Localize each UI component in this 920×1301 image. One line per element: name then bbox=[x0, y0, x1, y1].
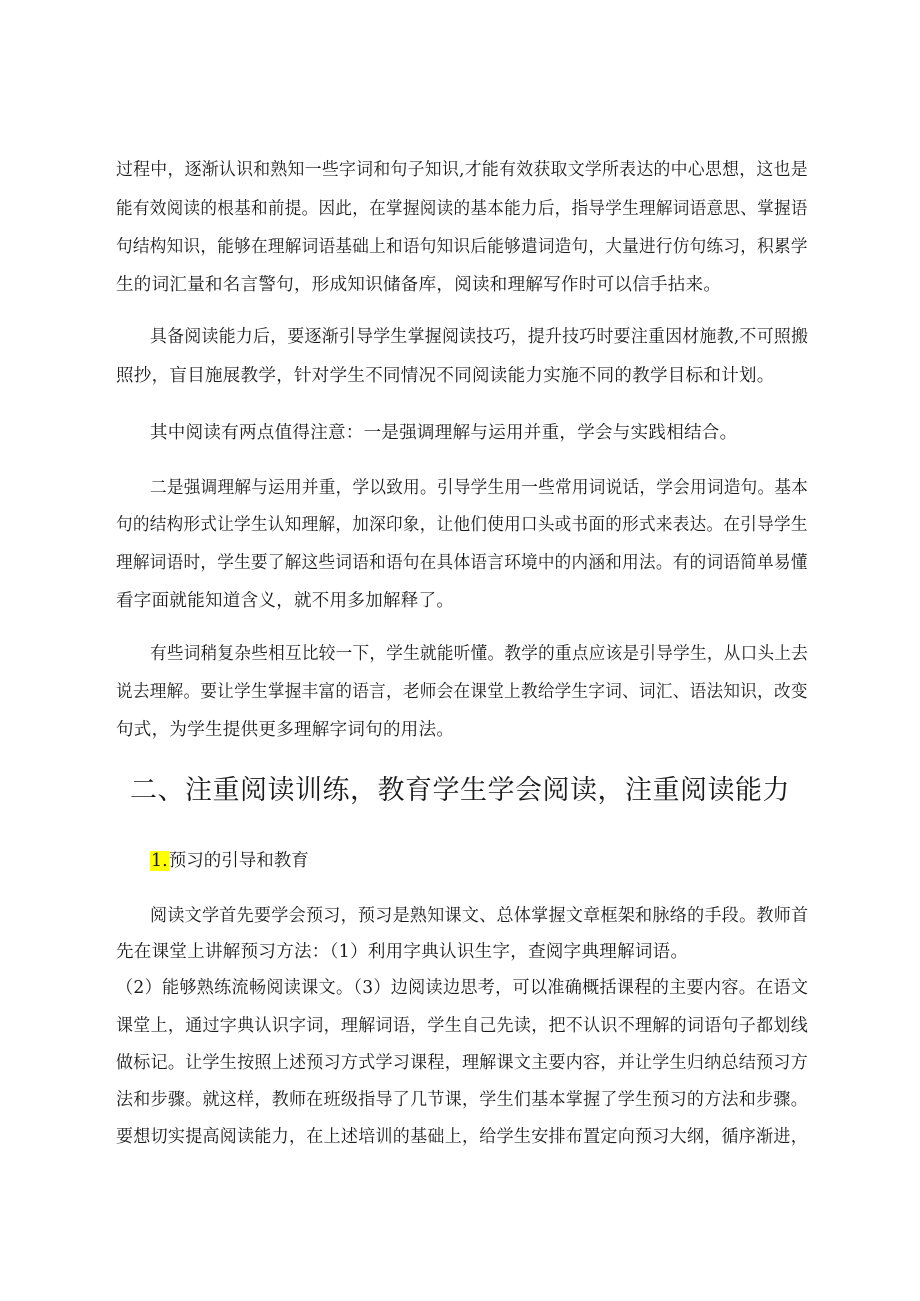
paragraph-1-line-4: 生的词汇量和名言警句，形成知识储备库，阅读和理解写作时可以信手拈来。 bbox=[116, 275, 722, 295]
paragraph-4-line-4: 看字面就能知道含义，就不用多加解释了。 bbox=[116, 591, 455, 611]
paragraph-6-line-4: 课堂上，通过字典认识字词，理解词语，学生自己先读，把不认识不理解的词语句子都划线 bbox=[116, 1016, 808, 1036]
paragraph-1-line-1: 过程中，逐渐认识和熟知一些字词和句子知识,才能有效获取文学所表达的中心思想，这也是 bbox=[116, 160, 808, 180]
paragraph-6-line-3: （2）能够熟练流畅阅读课文。（3）边阅读边思考，可以准确概括课程的主要内容。在语文 bbox=[116, 978, 809, 998]
paragraph-6-line-6: 法和步骤。就这样，教师在班级指导了几节课，学生们基本掌握了学生预习的方法和步骤。 bbox=[116, 1090, 808, 1110]
paragraph-1-line-2: 能有效阅读的根基和前提。因此，在掌握阅读的基本能力后，指导学生理解词语意思、掌握语 bbox=[116, 199, 808, 219]
subheading-number-highlight: 1. bbox=[151, 851, 168, 871]
paragraph-5-line-1: 有些词稍复杂些相互比较一下，学生就能听懂。教学的重点应该是引导学生，从口头上去 bbox=[150, 644, 809, 664]
paragraph-4-line-2: 句的结构形式让学生认知理解，加深印象，让他们使用口头或书面的形式来表达。在引导学生 bbox=[116, 515, 808, 535]
paragraph-6-line-2: 先在课堂上讲解预习方法：（1）利用字典认识生字，查阅字典理解词语。 bbox=[116, 942, 689, 962]
subheading bbox=[150, 849, 309, 873]
paragraph-6-line-5: 做标记。让学生按照上述预习方式学习课程，理解课文主要内容，并让学生归纳总结预习方 bbox=[116, 1053, 808, 1073]
paragraph-6-line-1: 阅读文学首先要学会预习，预习是熟知课文、总体掌握文章框架和脉络的手段。教师首 bbox=[150, 906, 809, 926]
paragraph-2-line-1: 具备阅读能力后，要逐渐引导学生掌握阅读技巧，提升技巧时要注重因材施教,不可照搬 bbox=[150, 327, 809, 347]
paragraph-6-line-7: 要想切实提高阅读能力，在上述培训的基础上，给学生安排布置定向预习大纲，循序渐进， bbox=[116, 1127, 808, 1147]
paragraph-1-line-3: 句结构知识，能够在理解词语基础上和语句知识后能够遣词造句，大量进行仿句练习，积累学 bbox=[116, 237, 808, 257]
subheading-text: 预习的引导和教育 bbox=[168, 851, 309, 871]
paragraph-4-line-1: 二是强调理解与运用并重，学以致用。引导学生用一些常用词说话，学会用词造句。基本 bbox=[150, 478, 809, 498]
paragraph-5-line-3: 句式，为学生提供更多理解字词句的用法。 bbox=[116, 720, 455, 740]
paragraph-4-line-3: 理解词语时，学生要了解这些词语和语句在具体语言环境中的内涵和用法。有的词语简单易懂 bbox=[116, 553, 808, 573]
paragraph-2-line-2: 照抄，盲目施展教学，针对学生不同情况不同阅读能力实施不同的教学目标和计划。 bbox=[116, 366, 775, 386]
paragraph-5-line-2: 说去理解。要让学生掌握丰富的语言，老师会在课堂上教给学生字词、词汇、语法知识，改变 bbox=[116, 682, 808, 702]
section-heading: 二、注重阅读训练，教育学生学会阅读，注重阅读能力 bbox=[130, 775, 790, 806]
paragraph-3-line-1: 其中阅读有两点值得注意：一是强调理解与运用并重，学会与实践相结合。 bbox=[150, 423, 738, 443]
